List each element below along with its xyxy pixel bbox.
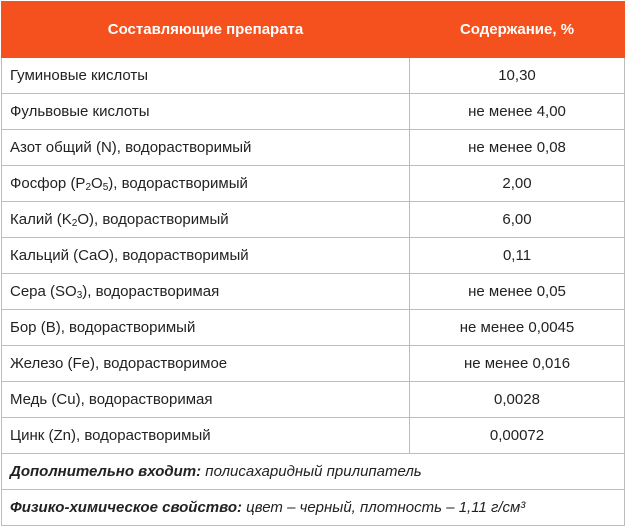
note-row: [2, 490, 625, 526]
component-text: Кальций (CaO), водорастворимый: [10, 247, 249, 264]
component-name: [2, 310, 410, 346]
table-row: [2, 238, 625, 274]
table-row: [2, 94, 625, 130]
table-row: [2, 382, 625, 418]
component-text: Медь (Cu), водорастворимая: [10, 391, 213, 408]
table-row: [2, 310, 625, 346]
table-header-row: [2, 2, 625, 58]
note-text: цвет – черный, плотность – 1,11 г/см³: [241, 499, 526, 516]
component-value: не менее 0,05: [410, 274, 625, 310]
subscript: 3: [76, 290, 83, 301]
component-value: 10,30: [410, 58, 625, 94]
note-text: полисахаридный прилипатель: [201, 463, 422, 480]
component-text: Железо (Fe), водорастворимое: [10, 355, 228, 372]
component-name: [2, 238, 410, 274]
table-row: [2, 202, 625, 238]
component-text: Азот общий (N), водорастворимый: [10, 139, 252, 156]
composition-table: [1, 1, 625, 526]
component-text: Бор (B), водорастворимый: [10, 319, 196, 336]
component-name: [2, 58, 410, 94]
component-text: Цинк (Zn), водорастворимый: [10, 427, 211, 444]
header-components: Составляющие препарата: [2, 2, 410, 58]
component-name: [2, 274, 410, 310]
table-row: [2, 274, 625, 310]
component-name: [2, 346, 410, 382]
note-cell: [2, 490, 625, 526]
component-text: O: [91, 175, 103, 192]
component-value: не менее 4,00: [410, 94, 625, 130]
note-label: Физико-химическое свойство:: [10, 499, 242, 516]
component-value: 6,00: [410, 202, 625, 238]
note-row: [2, 454, 625, 490]
subscript: 2: [85, 182, 92, 193]
component-name: [2, 94, 410, 130]
component-text: Калий (K: [10, 211, 72, 228]
subscript: 5: [102, 182, 109, 193]
component-text: Фульвовые кислоты: [10, 103, 150, 120]
note-cell: [2, 454, 625, 490]
component-value: 0,0028: [410, 382, 625, 418]
component-text: ), водорастворимый: [108, 175, 248, 192]
component-text: O), водорастворимый: [77, 211, 229, 228]
table-row: [2, 166, 625, 202]
header-content-percent: Содержание, %: [410, 2, 625, 58]
table-row: [2, 130, 625, 166]
table-row: [2, 346, 625, 382]
component-text: Гуминовые кислоты: [10, 67, 149, 84]
component-name: [2, 202, 410, 238]
component-value: 0,11: [410, 238, 625, 274]
component-text: ), водорастворимая: [82, 283, 220, 300]
component-value: 0,00072: [410, 418, 625, 454]
component-name: [2, 418, 410, 454]
note-label: Дополнительно входит:: [10, 463, 202, 480]
component-value: не менее 0,0045: [410, 310, 625, 346]
component-value: 2,00: [410, 166, 625, 202]
component-text: Сера (SO: [10, 283, 77, 300]
subscript: 2: [71, 218, 78, 229]
component-name: [2, 130, 410, 166]
table-row: [2, 418, 625, 454]
component-name: [2, 166, 410, 202]
component-text: Фосфор (P: [10, 175, 86, 192]
component-value: не менее 0,08: [410, 130, 625, 166]
component-name: [2, 382, 410, 418]
table-row: [2, 58, 625, 94]
component-value: не менее 0,016: [410, 346, 625, 382]
